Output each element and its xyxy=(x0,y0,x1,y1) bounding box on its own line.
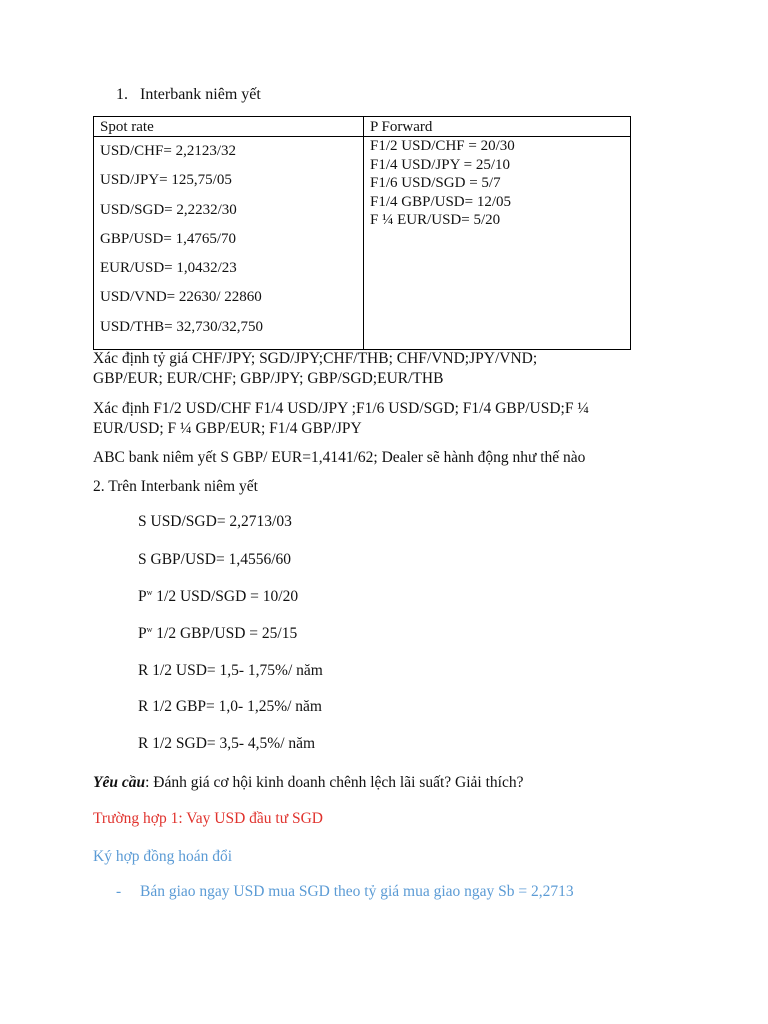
pw-usd-sgd-value: 1/2 USD/SGD = 10/20 xyxy=(152,588,299,605)
pw-prefix: P xyxy=(138,625,147,642)
table-row xyxy=(94,137,631,350)
forward-rate-gbp-usd: F1/4 GBP/USD= 12/05 xyxy=(370,193,511,210)
table-header-row xyxy=(94,117,631,137)
forward-rate-eur-usd: F ¼ EUR/USD= 5/20 xyxy=(370,212,501,228)
forward-rate-usd-sgd: F1/6 USD/SGD = 5/7 xyxy=(370,175,501,191)
pw-superscript: w xyxy=(146,625,153,634)
section-1-title: Interbank niêm yết xyxy=(140,86,261,103)
spot-rate-usd-jpy: USD/JPY= 125,75/05 xyxy=(100,172,232,189)
forward-rates-cell xyxy=(364,137,631,350)
bullet-marker: - xyxy=(116,883,122,900)
spot-rate-usd-sgd: USD/SGD= 2,2232/30 xyxy=(100,201,237,218)
header-forward: P Forward xyxy=(364,117,631,137)
requirement-label: Yêu cầu xyxy=(93,774,146,791)
quote-s-usd-sgd: S USD/SGD= 2,2713/03 xyxy=(138,513,292,530)
spot-rate-usd-vnd: USD/VND= 22630/ 22860 xyxy=(100,289,262,306)
pw-gbp-usd-value: 1/2 GBP/USD = 25/15 xyxy=(152,625,298,642)
section-1-number: 1. xyxy=(116,86,128,103)
spot-rate-eur-usd: EUR/USD= 1,0432/23 xyxy=(100,260,237,277)
forward-rate-usd-jpy: F1/4 USD/JPY = 25/10 xyxy=(370,156,511,173)
rate-usd: R 1/2 USD= 1,5- 1,75%/ năm xyxy=(138,662,323,679)
spot-rate-gbp-usd: GBP/USD= 1,4765/70 xyxy=(100,230,236,247)
section-1-heading xyxy=(116,86,261,104)
paragraph-abc-bank: ABC bank niêm yết S GBP/ EUR=1,4141/62; Dealer sẽ hành động như thế nào xyxy=(93,449,586,466)
paragraph-forward-rates xyxy=(93,399,653,438)
paragraph-exchange-rates xyxy=(93,349,653,388)
rate-sgd: R 1/2 SGD= 3,5- 4,5%/ năm xyxy=(138,735,316,752)
rate-gbp: R 1/2 GBP= 1,0- 1,25%/ năm xyxy=(138,698,322,715)
header-spot-rate: Spot rate xyxy=(94,117,364,137)
requirement xyxy=(93,773,653,793)
paragraph-line: GBP/EUR; EUR/CHF; GBP/JPY; GBP/SGD;EUR/THB xyxy=(93,369,444,387)
paragraph-line: EUR/USD; F ¼ GBP/EUR; F1/4 GBP/JPY xyxy=(93,419,362,437)
requirement-text: : Đánh giá cơ hội kinh doanh chênh lệch lãi suất? Giải thích? xyxy=(145,774,524,791)
swap-heading: Ký hợp đồng hoán đổi xyxy=(93,848,233,865)
spot-rate-usd-chf: USD/CHF= 2,2123/32 xyxy=(100,143,236,159)
quote-s-gbp-usd: S GBP/USD= 1,4556/60 xyxy=(138,551,292,568)
pw-superscript: w xyxy=(146,588,153,597)
case-1-heading: Trường hợp 1: Vay USD đầu tư SGD xyxy=(93,810,323,827)
rates-table xyxy=(93,116,631,350)
section-2-heading: 2. Trên Interbank niêm yết xyxy=(93,478,258,495)
spot-rates-cell xyxy=(94,137,364,350)
quote-pw-gbp-usd xyxy=(138,625,297,643)
pw-prefix: P xyxy=(138,588,147,605)
paragraph-line: Xác định tỷ giá CHF/JPY; SGD/JPY;CHF/THB; CHF/VND;JPY/VND; xyxy=(93,350,538,367)
bullet-item: Bán giao ngay USD mua SGD theo tỷ giá mua giao ngay Sb = 2,2713 xyxy=(140,883,574,900)
spot-rate-usd-thb: USD/THB= 32,730/32,750 xyxy=(100,318,264,335)
paragraph-line: Xác định F1/2 USD/CHF F1/4 USD/JPY ;F1/6 USD/SGD; F1/4 GBP/USD;F ¼ xyxy=(93,400,589,417)
forward-rate-usd-chf: F1/2 USD/CHF = 20/30 xyxy=(370,138,515,154)
quote-pw-usd-sgd xyxy=(138,588,298,606)
